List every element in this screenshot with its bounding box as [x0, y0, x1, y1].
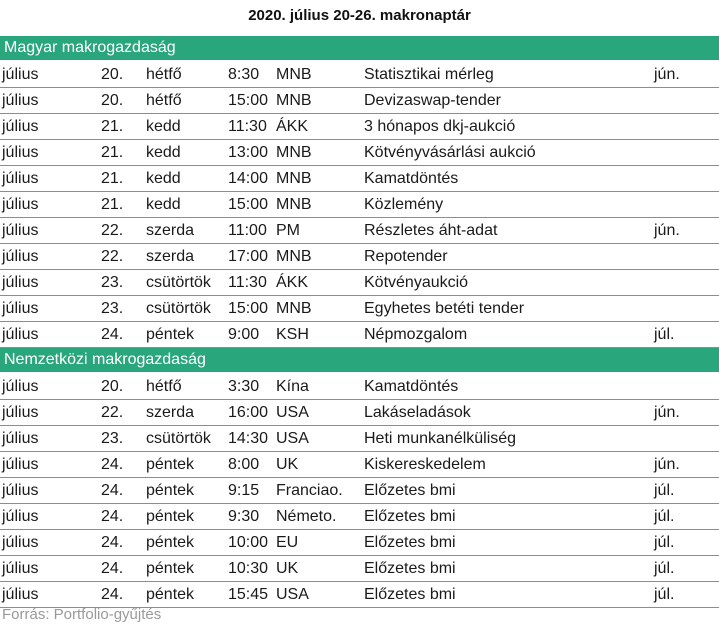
event-cell: Lakáseladások [364, 404, 471, 421]
month-cell: július [2, 378, 39, 395]
month-cell: július [2, 534, 39, 551]
day-cell: 21. [101, 118, 124, 135]
reference-period-cell: júl. [654, 482, 675, 499]
reference-period-cell: júl. [654, 534, 675, 551]
weekday-cell: hétfő [146, 378, 182, 395]
event-cell: Egyhetes betéti tender [364, 300, 525, 317]
event-cell: Kamatdöntés [364, 170, 459, 187]
source-cell: KSH [276, 326, 309, 343]
table-row [0, 530, 719, 556]
weekday-cell: péntek [146, 508, 195, 525]
table-row [0, 140, 719, 166]
table-row [0, 62, 719, 88]
month-cell: július [2, 430, 39, 447]
weekday-cell: csütörtök [146, 300, 211, 317]
source-cell: MNB [276, 92, 312, 109]
source-cell: EU [276, 534, 299, 551]
month-cell: július [2, 508, 39, 525]
reference-period-cell: júl. [654, 586, 675, 603]
day-cell: 21. [101, 196, 124, 213]
weekday-cell: péntek [146, 586, 195, 603]
table-row [0, 400, 719, 426]
table-row [0, 270, 719, 296]
month-cell: július [2, 144, 39, 161]
month-cell: július [2, 326, 39, 343]
month-cell: július [2, 482, 39, 499]
month-cell: július [2, 560, 39, 577]
source-cell: Franciao. [276, 482, 343, 499]
day-cell: 24. [101, 456, 124, 473]
day-cell: 24. [101, 326, 124, 343]
time-cell: 11:30 [228, 274, 267, 291]
table-row [0, 374, 719, 400]
weekday-cell: péntek [146, 326, 195, 343]
day-cell: 22. [101, 404, 124, 421]
time-cell: 9:30 [228, 508, 260, 525]
day-cell: 21. [101, 170, 124, 187]
day-cell: 20. [101, 92, 124, 109]
reference-period-cell: jún. [654, 66, 680, 83]
time-cell: 17:00 [228, 248, 269, 265]
time-cell: 3:30 [228, 378, 260, 395]
source-cell: USA [276, 430, 309, 447]
reference-period-cell: jún. [654, 222, 680, 239]
event-cell: Statisztikai mérleg [364, 66, 494, 83]
reference-period-cell: jún. [654, 404, 680, 421]
table-row [0, 452, 719, 478]
time-cell: 15:00 [228, 196, 269, 213]
source-cell: ÁKK [276, 118, 309, 135]
section-header-hungarian: Magyar makrogazdaság [0, 36, 719, 60]
table-row [0, 166, 719, 192]
day-cell: 23. [101, 430, 124, 447]
month-cell: július [2, 456, 39, 473]
time-cell: 15:45 [228, 586, 269, 603]
weekday-cell: péntek [146, 560, 195, 577]
weekday-cell: szerda [146, 222, 195, 239]
weekday-cell: péntek [146, 534, 195, 551]
time-cell: 14:00 [228, 170, 269, 187]
event-cell: Részletes áht-adat [364, 222, 498, 239]
month-cell: július [2, 92, 39, 109]
event-cell: Előzetes bmi [364, 508, 456, 525]
source-cell: USA [276, 586, 309, 603]
day-cell: 21. [101, 144, 124, 161]
month-cell: július [2, 170, 39, 187]
source-cell: Kína [276, 378, 309, 395]
day-cell: 23. [101, 274, 124, 291]
weekday-cell: kedd [146, 170, 181, 187]
event-cell: Kiskereskedelem [364, 456, 486, 473]
event-cell: Előzetes bmi [364, 534, 456, 551]
month-cell: július [2, 118, 39, 135]
day-cell: 20. [101, 66, 124, 83]
month-cell: július [2, 274, 39, 291]
time-cell: 16:00 [228, 404, 269, 421]
calendar-title: 2020. július 20-26. makronaptár [248, 7, 471, 24]
time-cell: 9:00 [228, 326, 260, 343]
source-cell: Németo. [276, 508, 337, 525]
reference-period-cell: júl. [654, 326, 675, 343]
source-cell: MNB [276, 144, 312, 161]
day-cell: 20. [101, 378, 124, 395]
source-cell: MNB [276, 66, 312, 83]
month-cell: július [2, 300, 39, 317]
weekday-cell: péntek [146, 456, 195, 473]
day-cell: 24. [101, 534, 124, 551]
month-cell: július [2, 66, 39, 83]
weekday-cell: szerda [146, 404, 195, 421]
day-cell: 22. [101, 222, 124, 239]
day-cell: 24. [101, 482, 124, 499]
event-cell: Közlemény [364, 196, 444, 213]
table-row [0, 478, 719, 504]
table-row [0, 426, 719, 452]
weekday-cell: szerda [146, 248, 195, 265]
source-cell: ÁKK [276, 274, 309, 291]
source-note: Forrás: Portfolio-gyűjtés [2, 606, 162, 623]
table-row [0, 88, 719, 114]
source-cell: MNB [276, 170, 312, 187]
section-header-international: Nemzetközi makrogazdaság [0, 348, 719, 372]
table-row [0, 504, 719, 530]
event-cell: Előzetes bmi [364, 560, 456, 577]
table-row [0, 192, 719, 218]
macro-calendar-table [0, 36, 719, 608]
weekday-cell: kedd [146, 196, 181, 213]
weekday-cell: kedd [146, 144, 181, 161]
time-cell: 15:00 [228, 92, 269, 109]
table-row [0, 114, 719, 140]
table-row [0, 556, 719, 582]
source-cell: MNB [276, 196, 312, 213]
time-cell: 9:15 [228, 482, 260, 499]
reference-period-cell: jún. [654, 456, 680, 473]
month-cell: július [2, 196, 39, 213]
weekday-cell: kedd [146, 118, 181, 135]
source-cell: UK [276, 560, 299, 577]
time-cell: 14:30 [228, 430, 269, 447]
time-cell: 13:00 [228, 144, 269, 161]
time-cell: 8:30 [228, 66, 260, 83]
source-cell: PM [276, 222, 300, 239]
source-cell: UK [276, 456, 299, 473]
month-cell: július [2, 222, 39, 239]
event-cell: Kötvényaukció [364, 274, 469, 291]
event-cell: 3 hónapos dkj-aukció [364, 118, 516, 135]
table-row [0, 296, 719, 322]
day-cell: 24. [101, 560, 124, 577]
event-cell: Kamatdöntés [364, 378, 459, 395]
weekday-cell: hétfő [146, 92, 182, 109]
event-cell: Előzetes bmi [364, 482, 456, 499]
day-cell: 24. [101, 508, 124, 525]
reference-period-cell: júl. [654, 508, 675, 525]
reference-period-cell: júl. [654, 560, 675, 577]
day-cell: 23. [101, 300, 124, 317]
event-cell: Heti munkanélküliség [364, 430, 517, 447]
time-cell: 10:30 [228, 560, 269, 577]
event-cell: Előzetes bmi [364, 586, 456, 603]
weekday-cell: csütörtök [146, 274, 211, 291]
weekday-cell: péntek [146, 482, 195, 499]
month-cell: július [2, 404, 39, 421]
table-row [0, 218, 719, 244]
event-cell: Népmozgalom [364, 326, 468, 343]
source-cell: MNB [276, 248, 312, 265]
event-cell: Repotender [364, 248, 448, 265]
source-cell: MNB [276, 300, 312, 317]
day-cell: 24. [101, 586, 124, 603]
table-row [0, 244, 719, 270]
table-row [0, 322, 719, 348]
weekday-cell: csütörtök [146, 430, 211, 447]
weekday-cell: hétfő [146, 66, 182, 83]
month-cell: július [2, 586, 39, 603]
time-cell: 15:00 [228, 300, 269, 317]
time-cell: 10:00 [228, 534, 269, 551]
month-cell: július [2, 248, 39, 265]
time-cell: 8:00 [228, 456, 260, 473]
event-cell: Kötvényvásárlási aukció [364, 144, 536, 161]
day-cell: 22. [101, 248, 124, 265]
source-cell: USA [276, 404, 309, 421]
event-cell: Devizaswap-tender [364, 92, 501, 109]
time-cell: 11:00 [228, 222, 267, 239]
time-cell: 11:30 [228, 118, 267, 135]
